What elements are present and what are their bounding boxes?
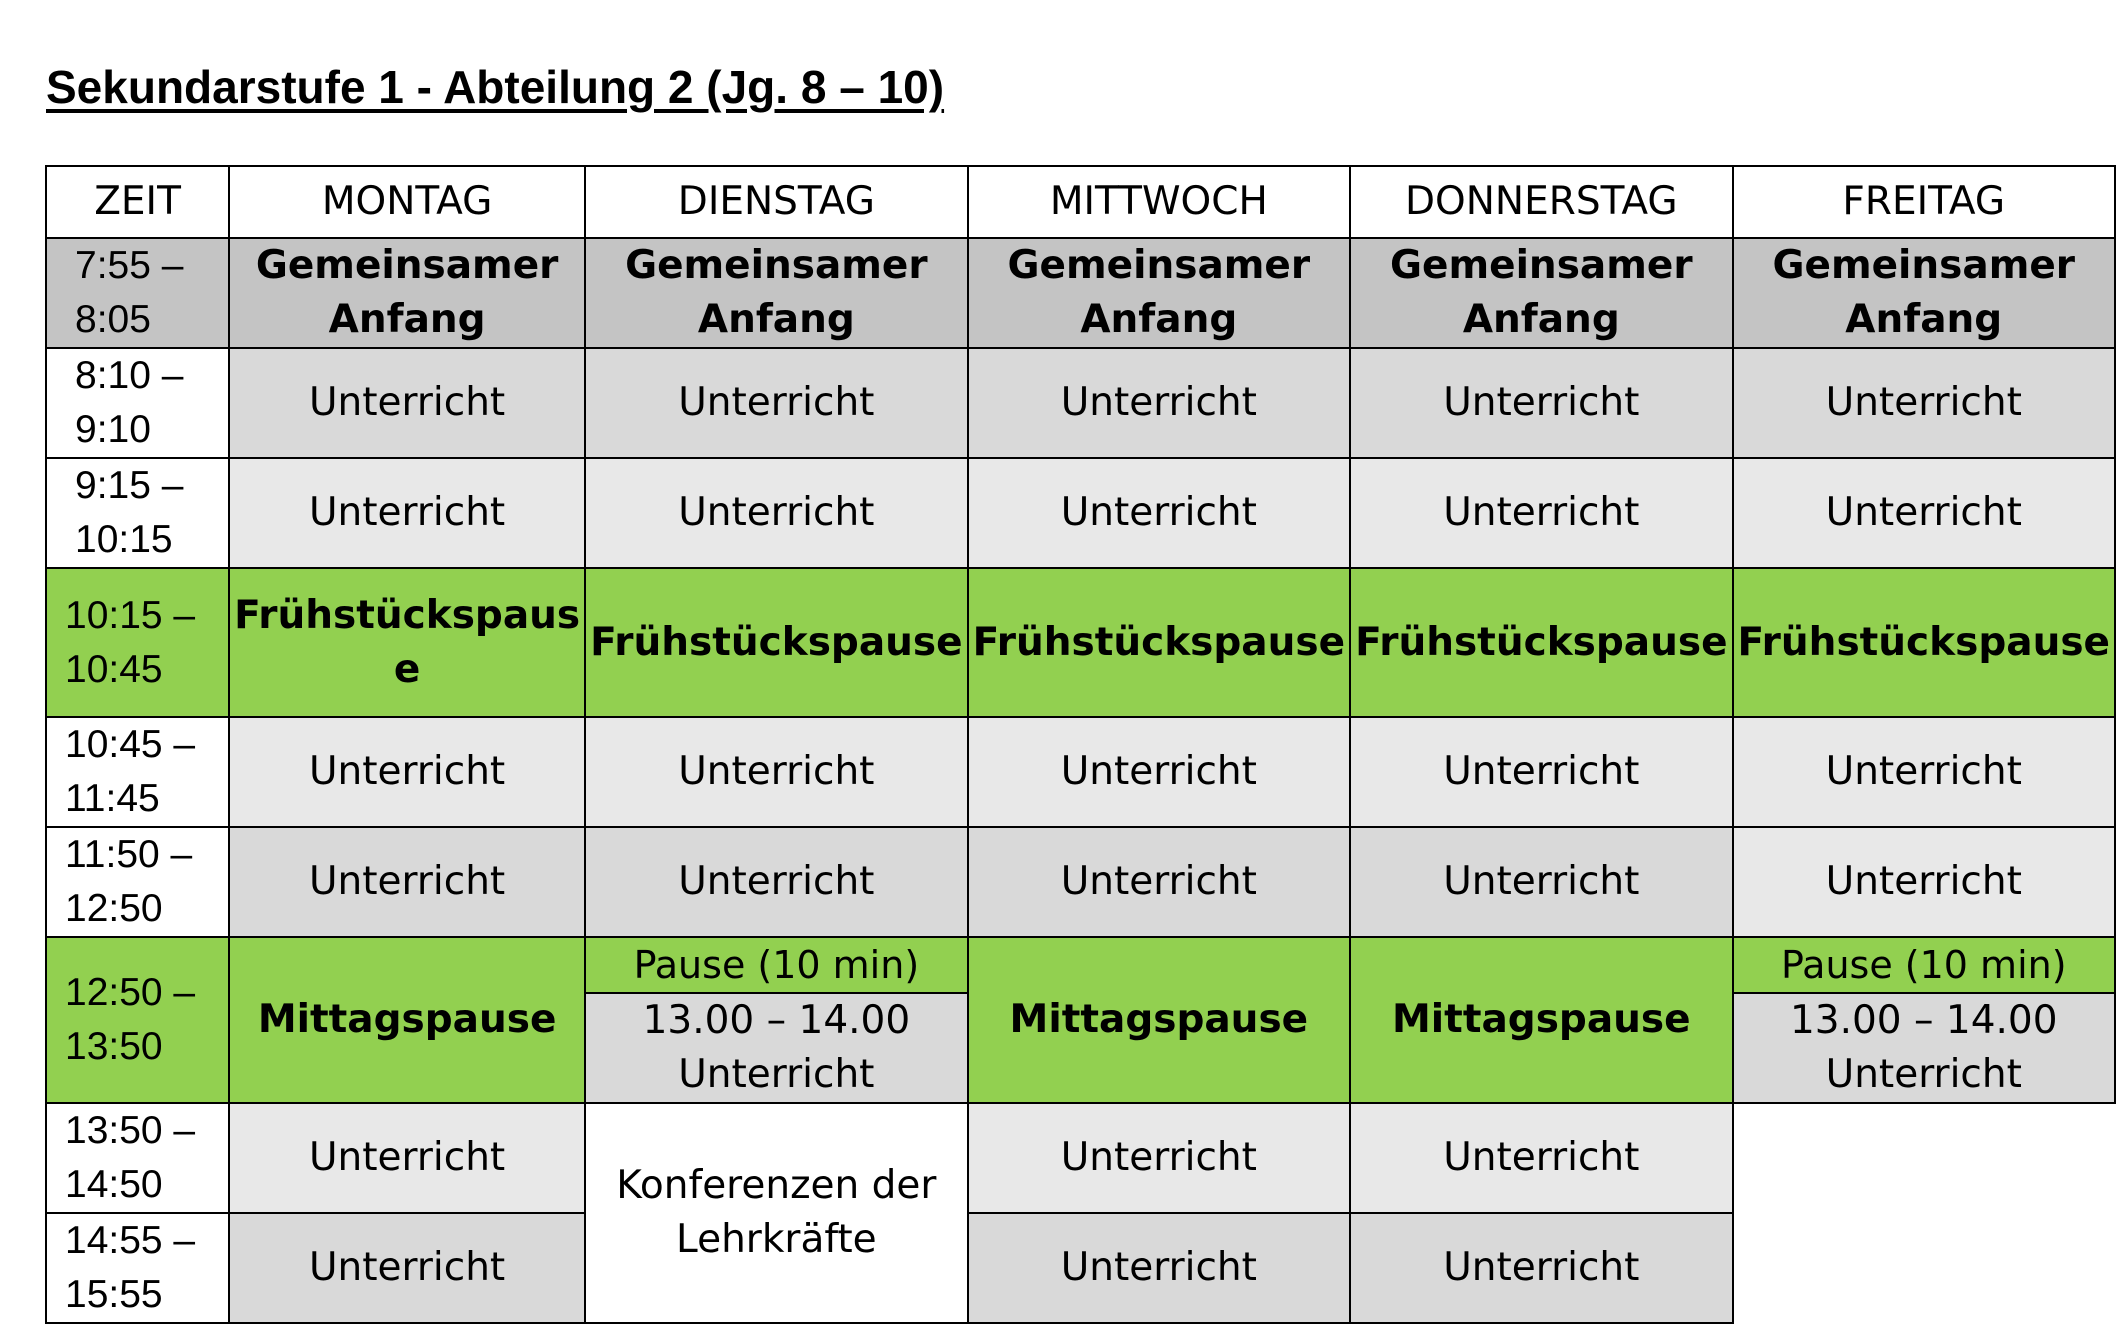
late-unterricht-cell-di	[585, 993, 967, 1103]
time-cell: 10:45 – 11:45	[46, 717, 229, 827]
unterricht-cell: Unterricht	[1350, 1103, 1732, 1213]
table-row	[46, 348, 2115, 458]
time-cell: 14:55 – 15:55	[46, 1213, 229, 1323]
unterricht-cell: Unterricht	[1350, 827, 1732, 937]
mittag-cell: Mittagspause	[1350, 937, 1732, 1103]
anfang-line-1: Gemeinsamer	[625, 243, 928, 288]
anfang-line-1: Gemeinsamer	[1007, 243, 1311, 288]
header-mittwoch: MITTWOCH	[968, 166, 1350, 238]
unterricht-cell: Unterricht	[229, 348, 585, 458]
unterricht-cell: Unterricht	[1733, 458, 2115, 568]
unterricht-cell: Unterricht	[968, 458, 1350, 568]
table-row	[46, 937, 2115, 993]
unterricht-cell: Unterricht	[1350, 458, 1732, 568]
header-freitag: FREITAG	[1733, 166, 2115, 238]
unterricht-cell: Unterricht	[1733, 348, 2115, 458]
time-cell: 13:50 – 14:50	[46, 1103, 229, 1213]
pause10-cell: Pause (10 min)	[1733, 937, 2115, 993]
mittag-cell: Mittagspause	[229, 937, 585, 1103]
anfang-cell-mi	[968, 238, 1350, 348]
late-time-label: 13.00 – 14.00	[1789, 998, 2058, 1043]
unterricht-cell: Unterricht	[1350, 1213, 1732, 1323]
table-row	[46, 827, 2115, 937]
late-unterricht-label: Unterricht	[678, 1052, 875, 1097]
unterricht-cell: Unterricht	[229, 1213, 585, 1323]
schedule-table	[45, 165, 2116, 1324]
unterricht-cell: Unterricht	[229, 1103, 585, 1213]
anfang-line-1: Gemeinsamer	[1772, 243, 2076, 288]
fruehstueck-cell: Frühstückspause	[1733, 568, 2115, 717]
time-cell: 7:55 – 8:05	[46, 238, 229, 348]
unterricht-cell: Unterricht	[968, 717, 1350, 827]
header-donnerstag: DONNERSTAG	[1350, 166, 1732, 238]
anfang-line-2: Anfang	[1462, 297, 1620, 342]
anfang-cell-fr	[1733, 238, 2115, 348]
late-time-label: 13.00 – 14.00	[642, 998, 911, 1043]
unterricht-cell: Unterricht	[968, 827, 1350, 937]
empty-cell	[1733, 1103, 2115, 1323]
table-row	[46, 458, 2115, 568]
table-row	[46, 238, 2115, 348]
header-zeit: ZEIT	[46, 166, 229, 238]
mittag-cell: Mittagspause	[968, 937, 1350, 1103]
unterricht-cell: Unterricht	[229, 717, 585, 827]
time-cell: 12:50 – 13:50	[46, 937, 229, 1103]
unterricht-cell: Unterricht	[585, 827, 967, 937]
anfang-line-2: Anfang	[1080, 297, 1238, 342]
fruehstueck-line-2: e	[393, 646, 421, 692]
unterricht-cell: Unterricht	[585, 717, 967, 827]
anfang-line-2: Anfang	[697, 297, 855, 342]
unterricht-cell: Unterricht	[1350, 348, 1732, 458]
unterricht-cell: Unterricht	[229, 827, 585, 937]
unterricht-cell: Unterricht	[1733, 717, 2115, 827]
anfang-cell-mo	[229, 238, 585, 348]
page-title: Sekundarstufe 1 - Abteilung 2 (Jg. 8 – 10)	[46, 61, 945, 113]
table-row	[46, 1103, 2115, 1213]
table-row	[46, 568, 2115, 717]
anfang-cell-di	[585, 238, 967, 348]
konferenz-line-2: Lehrkräfte	[676, 1217, 877, 1262]
time-cell: 10:15 – 10:45	[46, 568, 229, 717]
time-cell: 9:15 – 10:15	[46, 458, 229, 568]
header-dienstag: DIENSTAG	[585, 166, 967, 238]
fruehstueck-line-1: Frühstückspaus	[234, 592, 581, 638]
table-row	[46, 717, 2115, 827]
unterricht-cell: Unterricht	[968, 348, 1350, 458]
anfang-line-2: Anfang	[1845, 297, 2003, 342]
fruehstueck-cell: Frühstückspause	[968, 568, 1350, 717]
unterricht-cell: Unterricht	[585, 458, 967, 568]
anfang-line-1: Gemeinsamer	[1390, 243, 1693, 288]
fruehstueck-cell: Frühstückspause	[1350, 568, 1732, 717]
unterricht-cell: Unterricht	[1350, 717, 1732, 827]
anfang-cell-do	[1350, 238, 1732, 348]
unterricht-cell: Unterricht	[968, 1213, 1350, 1323]
unterricht-cell: Unterricht	[1733, 827, 2115, 937]
anfang-line-2: Anfang	[328, 297, 486, 342]
header-montag: MONTAG	[229, 166, 585, 238]
fruehstueck-cell-mo	[229, 568, 585, 717]
unterricht-cell: Unterricht	[968, 1103, 1350, 1213]
time-cell: 8:10 – 9:10	[46, 348, 229, 458]
late-unterricht-cell-fr	[1733, 993, 2115, 1103]
unterricht-cell: Unterricht	[585, 348, 967, 458]
late-unterricht-label: Unterricht	[1825, 1052, 2022, 1097]
konferenz-cell	[585, 1103, 967, 1323]
time-cell: 11:50 – 12:50	[46, 827, 229, 937]
pause10-cell: Pause (10 min)	[585, 937, 967, 993]
header-row	[46, 166, 2115, 238]
anfang-line-1: Gemeinsamer	[255, 243, 559, 288]
fruehstueck-cell: Frühstückspause	[585, 568, 967, 717]
unterricht-cell: Unterricht	[229, 458, 585, 568]
konferenz-line-1: Konferenzen der	[616, 1163, 937, 1208]
